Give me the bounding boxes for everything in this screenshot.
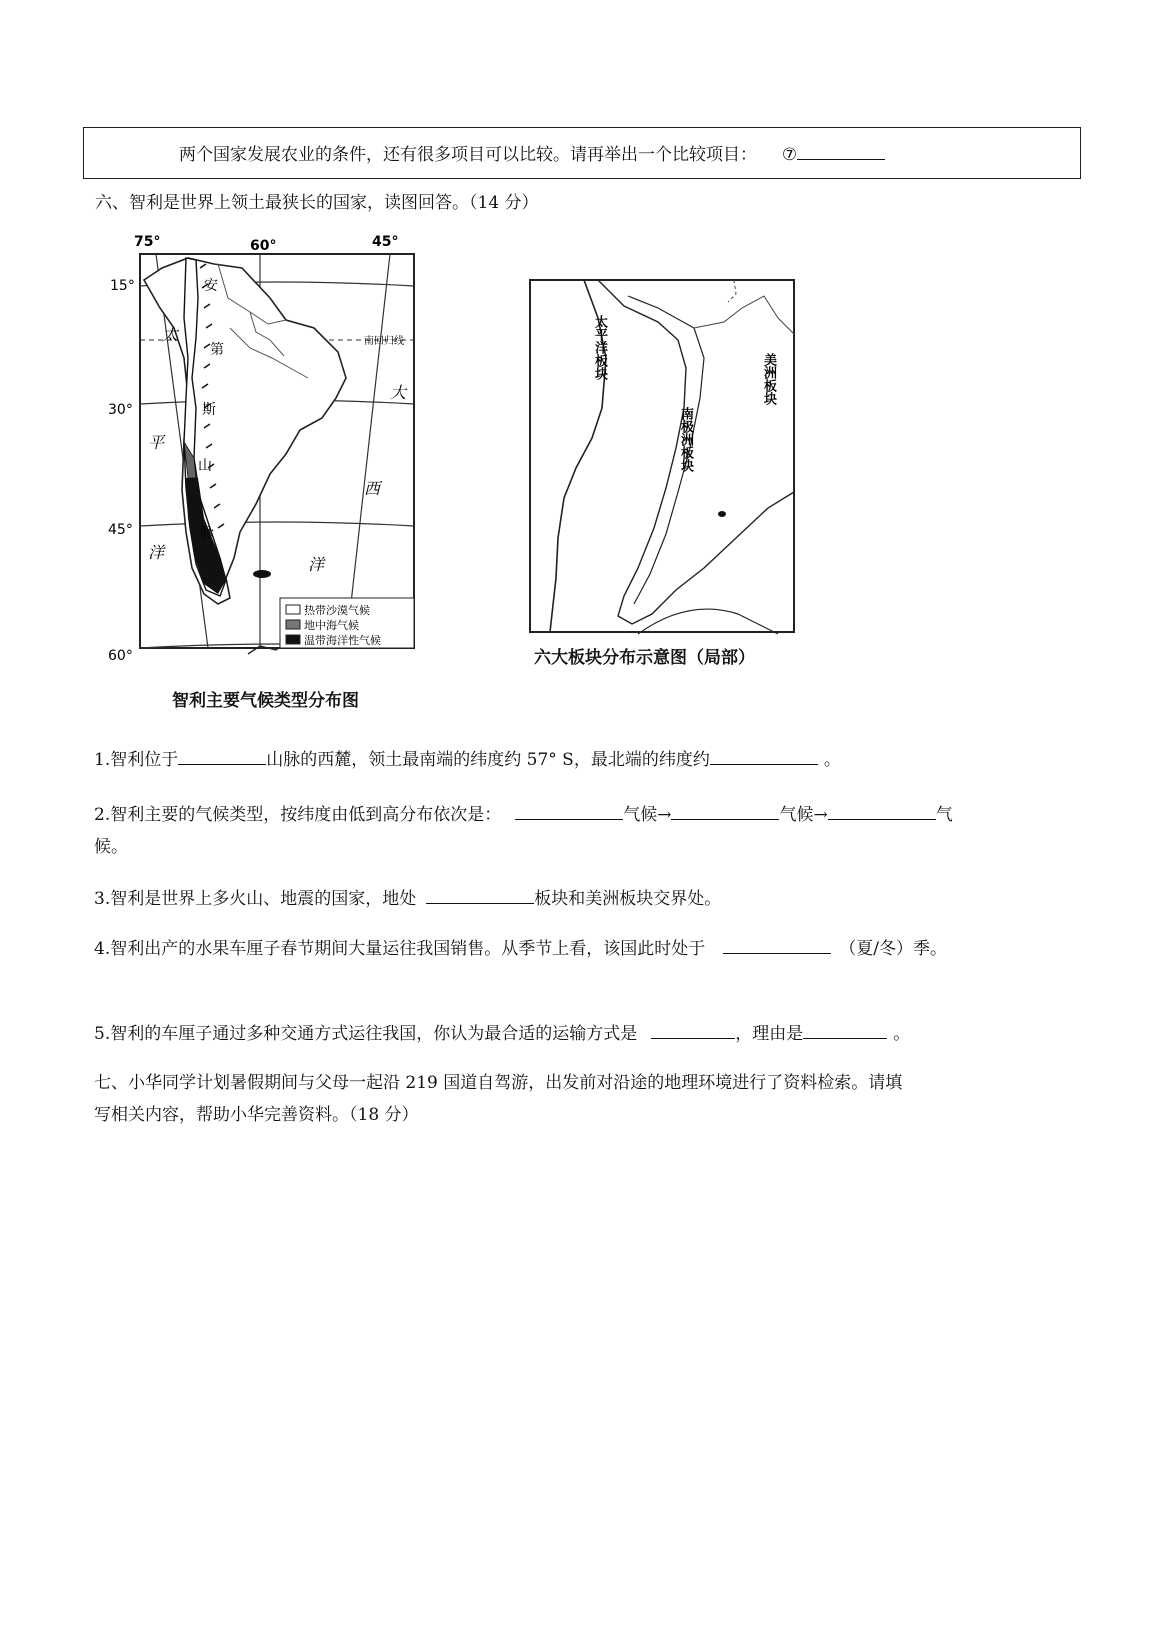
legend-oceanic: 温带海洋性气候 <box>304 634 381 647</box>
q2-text-d: 气 <box>935 805 953 825</box>
question-2-cont: 候。 <box>94 837 128 857</box>
question-4 <box>94 934 947 959</box>
q2-text-a: 2.智利主要的气候类型，按纬度由低到高分布依次是： <box>94 805 502 825</box>
map1-caption: 智利主要气候类型分布图 <box>172 691 359 711</box>
question-2 <box>94 800 953 825</box>
lat-label-45: 45° <box>108 522 133 538</box>
lat-label-30: 30° <box>108 402 133 418</box>
section-6-heading: 六、智利是世界上领土最狭长的国家，读图回答。（14 分） <box>95 193 539 213</box>
chile-climate-map <box>100 228 440 668</box>
comparison-box <box>83 127 1081 179</box>
label-di: 第 <box>210 342 224 358</box>
question-3 <box>94 884 721 909</box>
label-shan: 山 <box>198 458 212 474</box>
lat-label-15: 15° <box>110 278 135 294</box>
comparison-prompt <box>179 140 885 165</box>
label-antarctic-plate: 南极洲板块 <box>628 407 693 422</box>
q2-blank-1[interactable] <box>515 802 623 820</box>
tropic-label: 南回归线 <box>364 336 404 347</box>
q2-blank-3[interactable] <box>828 802 936 820</box>
answer-marker: ⑦ <box>781 145 798 165</box>
label-american-plate: 美洲板块 <box>724 353 776 368</box>
label-da: 大 <box>390 383 407 402</box>
q4-text-b: （夏/冬）季。 <box>839 939 947 959</box>
legend-desert: 热带沙漠气候 <box>304 604 370 617</box>
lon-label-60: 60° <box>250 238 277 254</box>
label-yang-atlantic: 洋 <box>308 555 325 574</box>
legend-mediterranean: 地中海气候 <box>304 619 359 632</box>
q3-text-a: 3.智利是世界上多火山、地震的国家，地处 <box>94 889 417 909</box>
label-xi: 西 <box>364 479 381 498</box>
answer-blank-7[interactable] <box>797 142 885 160</box>
q5-text-b: ，理由是 <box>735 1024 804 1044</box>
map2-caption: 六大板块分布示意图（局部） <box>534 648 755 668</box>
comparison-text: 两个国家发展农业的条件，还有很多项目可以比较。请再举出一个比较项目： <box>179 145 757 165</box>
q5-text-a: 5.智利的车厘子通过多种交通方式运往我国，你认为最合适的运输方式是 <box>94 1024 638 1044</box>
lat-label-60: 60° <box>108 648 133 664</box>
q2-text-b: 气候→ <box>623 805 672 825</box>
label-pacific-plate: 太平洋板块 <box>542 315 607 330</box>
q5-text-c: 。 <box>893 1024 911 1044</box>
section-7-line-1: 七、小华同学计划暑假期间与父母一起沿 219 国道自驾游，出发前对沿途的地理环境进行了资料检索。请填 <box>94 1073 903 1093</box>
q1-blank-latitude[interactable] <box>710 747 818 765</box>
q2-blank-2[interactable] <box>671 802 779 820</box>
q5-blank-reason[interactable] <box>803 1021 887 1039</box>
section-7-line-2: 写相关内容，帮助小华完善资料。（18 分） <box>94 1105 419 1125</box>
q3-blank-plate[interactable] <box>426 886 534 904</box>
q4-blank-season[interactable] <box>723 936 831 954</box>
q2-text-c: 气候→ <box>779 805 828 825</box>
q4-text-a: 4.智利出产的水果车厘子春节期间大量运往我国销售。从季节上看，该国此时处于 <box>94 939 706 959</box>
lon-label-45: 45° <box>372 234 399 250</box>
label-tai: 太 <box>162 325 179 344</box>
q3-text-b: 板块和美洲板块交界处。 <box>534 889 722 909</box>
label-an: 安 <box>204 278 218 294</box>
q1-text-a: 1.智利位于 <box>94 750 179 770</box>
legend-swatch-desert <box>286 605 300 614</box>
plate-distribution-map <box>528 278 798 638</box>
label-ping: 平 <box>148 433 165 452</box>
lon-label-75: 75° <box>134 234 161 250</box>
question-5 <box>94 1019 910 1044</box>
label-mai: 脉 <box>200 526 214 542</box>
q1-text-c: 。 <box>823 750 841 770</box>
label-yang-pacific: 洋 <box>148 543 165 562</box>
label-si: 斯 <box>202 402 216 418</box>
q1-blank-mountain[interactable] <box>178 747 266 765</box>
legend-swatch-oceanic <box>286 635 300 644</box>
q5-blank-transport[interactable] <box>651 1021 735 1039</box>
legend-swatch-mediterranean <box>286 620 300 629</box>
question-1 <box>94 745 841 770</box>
q1-text-b: 山脉的西麓，领土最南端的纬度约 57° S，最北端的纬度约 <box>266 750 710 770</box>
